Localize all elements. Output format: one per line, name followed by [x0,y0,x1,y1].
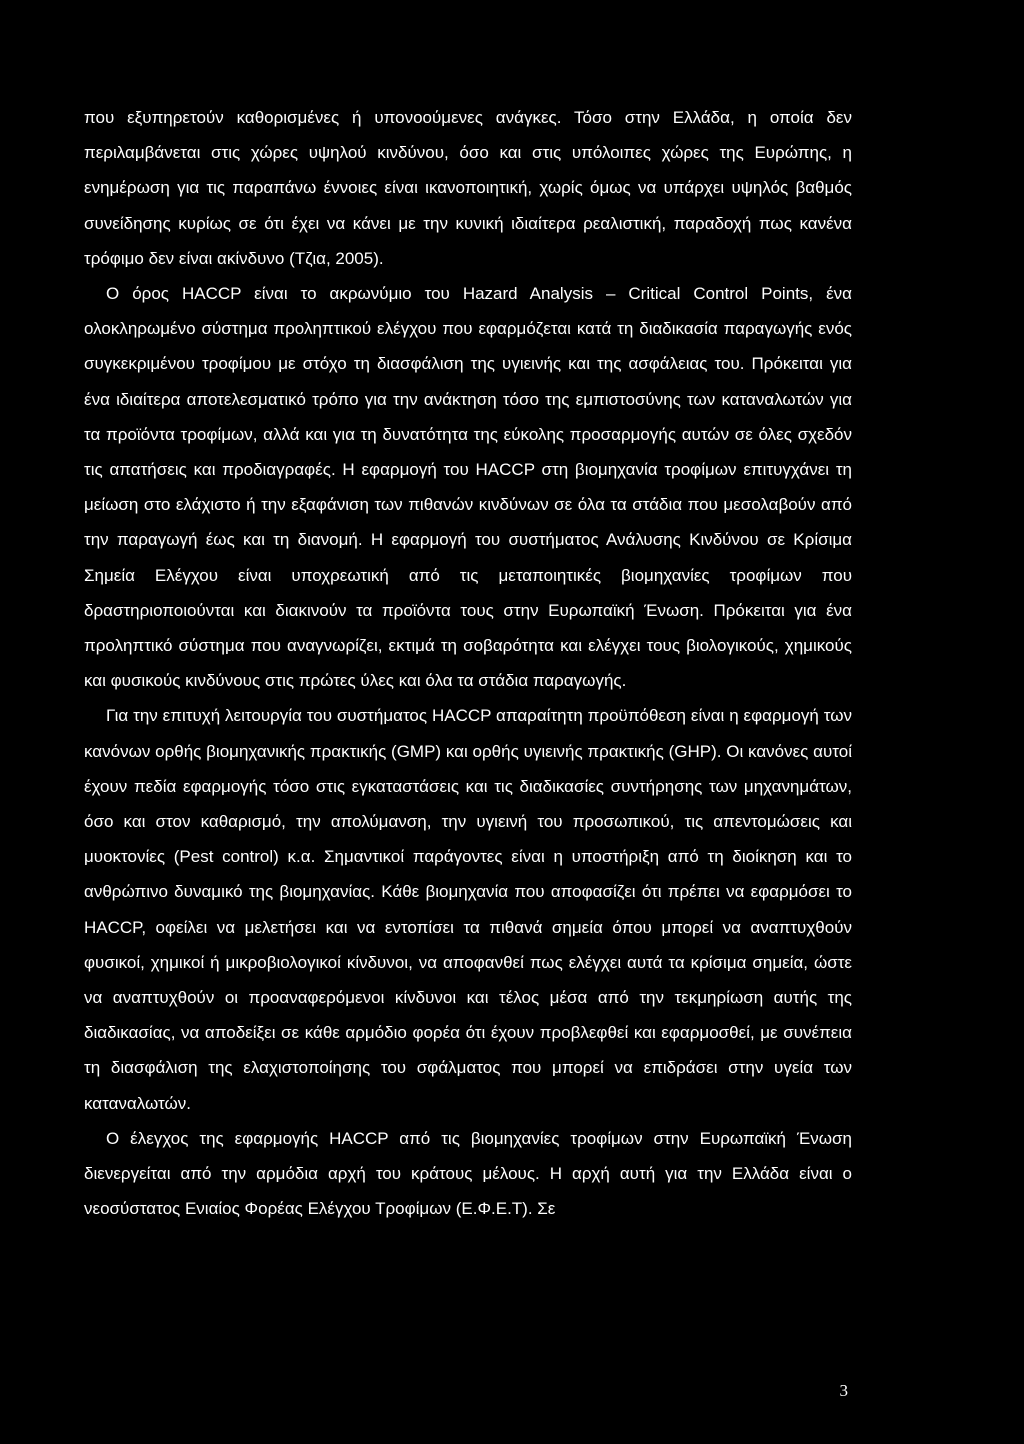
paragraph-1: που εξυπηρετούν καθορισμένες ή υπονοούμενες ανάγκες. Τόσο στην Ελλάδα, η οποία δεν περιλαμβάνεται στις χώρες υψηλού κινδύνου, όσο και στις υπόλοιπες χώρες της Ευρώπης, η ενημέρωση για τις παραπάνω έννοιες είναι ικανοποιητική, χωρίς όμως να υπάρχει υψηλός βαθμός συνείδησης κυρίως σε ότι έχει να κάνει με την κυνική ιδιαίτερα ρεαλιστική, παραδοχή πως κανένα τρόφιμο δεν είναι ακίνδυνο (Τζια, 2005). [84,108,852,268]
document-body [84,100,852,1227]
paragraph-4: Ο έλεγχος της εφαρμογής HACCP από τις βιομηχανίες τροφίμων στην Ευρωπαϊκή Ένωση διενεργείται από την αρμόδια αρχή του κράτους μέλους. Η αρχή αυτή για την Ελλάδα είναι ο νεοσύστατος Ενιαίος Φορέας Ελέγχου Τροφίμων (Ε.Φ.Ε.Τ). Σε [84,1128,852,1219]
page-number: 3 [839,1381,848,1400]
paragraph-2: Ο όρος HACCP είναι το ακρωνύμιο του Hazard Analysis – Critical Control Points, ένα ολοκληρωμένο σύστημα προληπτικού ελέγχου που εφαρμόζεται κατά τη διαδικασία παραγωγής ενός συγκεκριμένου τροφίμου με στόχο τη διασφάλιση της υγιεινής και της ασφάλειας του. Πρόκειται για ένα ιδιαίτερα αποτελεσματικό τρόπο για την ανάκτηση τόσο της εμπιστοσύνης των καταναλωτών για τα προϊόντα τροφίμων, αλλά και για τη δυνατότητα της εύκολης προσαρμογής αυτών σε όλες σχεδόν τις απατήσεις και προδιαγραφές. Η εφαρμογή του HACCP στη βιομηχανία τροφίμων επιτυγχάνει τη μείωση στο ελάχιστο ή την εξαφάνιση των πιθανών κινδύνων σε όλα τα στάδια που μεσολαβούν από την παραγωγή έως και τη διανομή. Η εφαρμογή του συστήματος Ανάλυσης Κινδύνου σε Κρίσιμα Σημεία Ελέγχου είναι υποχρεωτική από τις μεταποιητικές βιομηχανίες τροφίμων που δραστηριοποιούνται και διακινούν τα προϊόντα τους στην Ευρωπαϊκή Ένωση. Πρόκειται για ένα προληπτικό σύστημα που αναγνωρίζει, εκτιμά τη σοβαρότητα και ελέγχει τους βιολογικούς, χημικούς και φυσικούς κινδύνους στις πρώτες ύλες και όλα τα στάδια παραγωγής. [84,284,852,691]
paragraph-3: Για την επιτυχή λειτουργία του συστήματος HACCP απαραίτητη προϋπόθεση είναι η εφαρμογή των κανόνων ορθής βιομηχανικής πρακτικής (GMP) και ορθής υγιεινής πρακτικής (GHP). Οι κανόνες αυτοί έχουν πεδία εφαρμογής τόσο στις εγκαταστάσεις και τις διαδικασίες συντήρησης των μηχανημάτων, όσο και στον καθαρισμό, την απολύμανση, την υγιεινή του προσωπικού, τις απεντομώσεις και μυοκτονίες (Pest control) κ.α. Σημαντικοί παράγοντες είναι η υποστήριξη από τη διοίκηση και το ανθρώπινο δυναμικό της βιομηχανίας. Κάθε βιομηχανία που αποφασίζει ότι πρέπει να εφαρμόσει το HACCP, οφείλει να μελετήσει και να εντοπίσει τα πιθανά σημεία όπου μπορεί να αναπτυχθούν φυσικοί, χημικοί ή μικροβιολογικοί κίνδυνοι, να αποφανθεί πως ελέγχει αυτά τα κρίσιμα σημεία, ώστε να αναπτυχθούν οι προαναφερόμενοι κίνδυνοι και τέλος μέσα από την τεκμηρίωση αυτής της διαδικασίας, να αποδείξει σε κάθε αρμόδιο φορέα ότι έχουν προβλεφθεί και εφαρμοσθεί, με συνέπεια τη διασφάλιση της ελαχιστοποίησης του σφάλματος που μπορεί να επιδράσει στην υγεία των καταναλωτών. [84,706,852,1113]
